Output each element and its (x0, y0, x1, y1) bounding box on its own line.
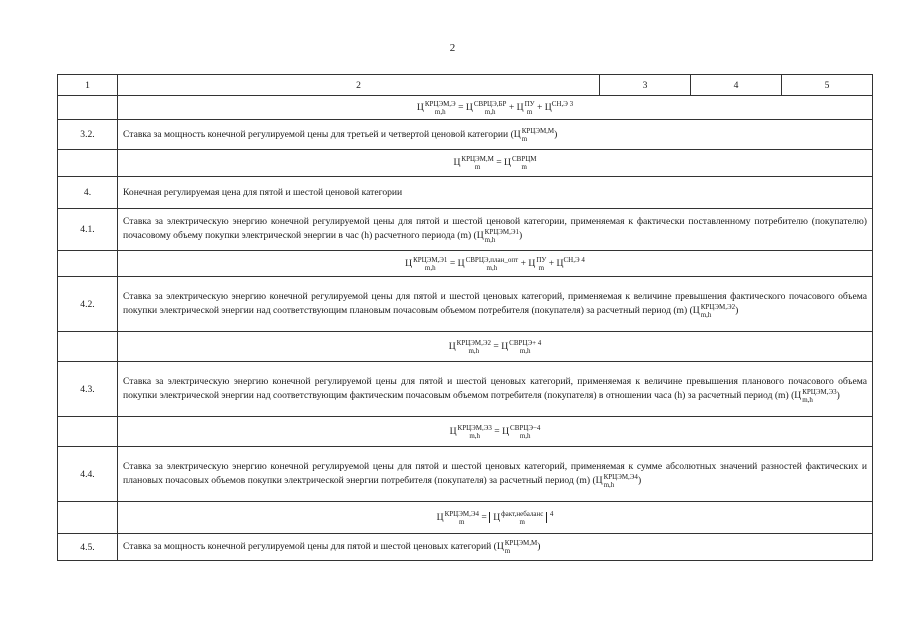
table-row (58, 96, 873, 120)
column-header-3: 3 (600, 75, 691, 96)
row-text: Ставка за электрическую энергию конечной регулируемой цены для пятой и шестой ценовых категорий, применяемая к сумме абсолютных значений разностей фактических и плановых почасовых объемов покупки электрической энергии потребителя (покупателя) за расчетный период (m) (Ц КРЦЭМ,Э4 m,h ) (118, 447, 873, 502)
row-number: 4.1. (58, 209, 118, 251)
table-row (58, 362, 873, 417)
column-header-1: 1 (58, 75, 118, 96)
row-text: Ставка за электрическую энергию конечной регулируемой цены для пятой и шестой ценовой категории, применяемая к фактически поставленному потребителю (покупателю) почасовому объему покупки электрической энергии в час (h) расчетного периода (m) (Ц КРЦЭМ,Э1 m,h ) (118, 209, 873, 251)
row-text: Ставка за электрическую энергию конечной регулируемой цены для пятой и шестой ценовых категорий, применяемая к величине превышения фактического почасового объема покупки электрической энергии над соответствующим плановым почасовым объемом потребителя (покупателя) за расчетный период (m) (Ц КРЦЭМ,Э2 m,h ) (118, 277, 873, 332)
row-text: Конечная регулируемая цена для пятой и шестой ценовой категории (118, 177, 873, 209)
absolute-value: Ц факт,небаланс m (489, 512, 547, 523)
table-row (58, 332, 873, 362)
row-number: 3.2. (58, 120, 118, 150)
row-text: Ставка за мощность конечной регулируемой цены для третьей и четвертой ценовой категории (Ц КРЦЭМ,М m ) (118, 120, 873, 150)
row-text: Ставка за мощность конечной регулируемой цены для пятой и шестой ценовых категорий (Ц КРЦЭМ,М m ) (118, 534, 873, 561)
formula-cell: Ц КРЦЭМ,Э1 m,h = Ц СВРЦЭ,план_опт m,h + Ц ПУ m + $Ц^{СН,Э 4}$ (118, 251, 873, 277)
table-row (58, 209, 873, 251)
formula-cell: Ц КРЦЭМ,Э4 m = Ц факт,небаланс m $^4$ (118, 502, 873, 534)
table-row (58, 177, 873, 209)
tariff-table (57, 74, 873, 561)
formula-cell: Ц КРЦЭМ,Э3 m,h = Ц СВРЦЭ−4 m,h (118, 417, 873, 447)
row-number: 4.4. (58, 447, 118, 502)
table-row (58, 277, 873, 332)
row-text: Ставка за электрическую энергию конечной регулируемой цены для пятой и шестой ценовых категорий, применяемая к величине превышения планового почасового объема покупки электрической энергии над соответствующим фактическим почасовым объемом потребителя (покупателя) в отношении часа (h) за расчетный период (m) (Ц КРЦЭМ,Э3 m,h ) (118, 362, 873, 417)
table-row (58, 120, 873, 150)
column-header-2: 2 (118, 75, 600, 96)
row-number: 4.2. (58, 277, 118, 332)
formula-cell: Ц КРЦЭМ,Э m,h = Ц СВРЦЭ,БР m,h + Ц ПУ m + $Ц^{СН,Э 3}$ (118, 96, 873, 120)
column-header-4: 4 (691, 75, 782, 96)
row-number: 4. (58, 177, 118, 209)
formula-cell: Ц КРЦЭМ,М m = Ц СВРЦМ m (118, 150, 873, 177)
table-row (58, 150, 873, 177)
row-number: 4.3. (58, 362, 118, 417)
table-row (58, 502, 873, 534)
table-row (58, 447, 873, 502)
table-row (58, 417, 873, 447)
formula-cell: Ц КРЦЭМ,Э2 m,h = Ц СВРЦЭ+ 4 m,h (118, 332, 873, 362)
row-number: 4.5. (58, 534, 118, 561)
table-row (58, 251, 873, 277)
table-row (58, 534, 873, 561)
table-header-row (58, 75, 873, 96)
column-header-5: 5 (782, 75, 873, 96)
page-number: 2 (449, 42, 456, 54)
